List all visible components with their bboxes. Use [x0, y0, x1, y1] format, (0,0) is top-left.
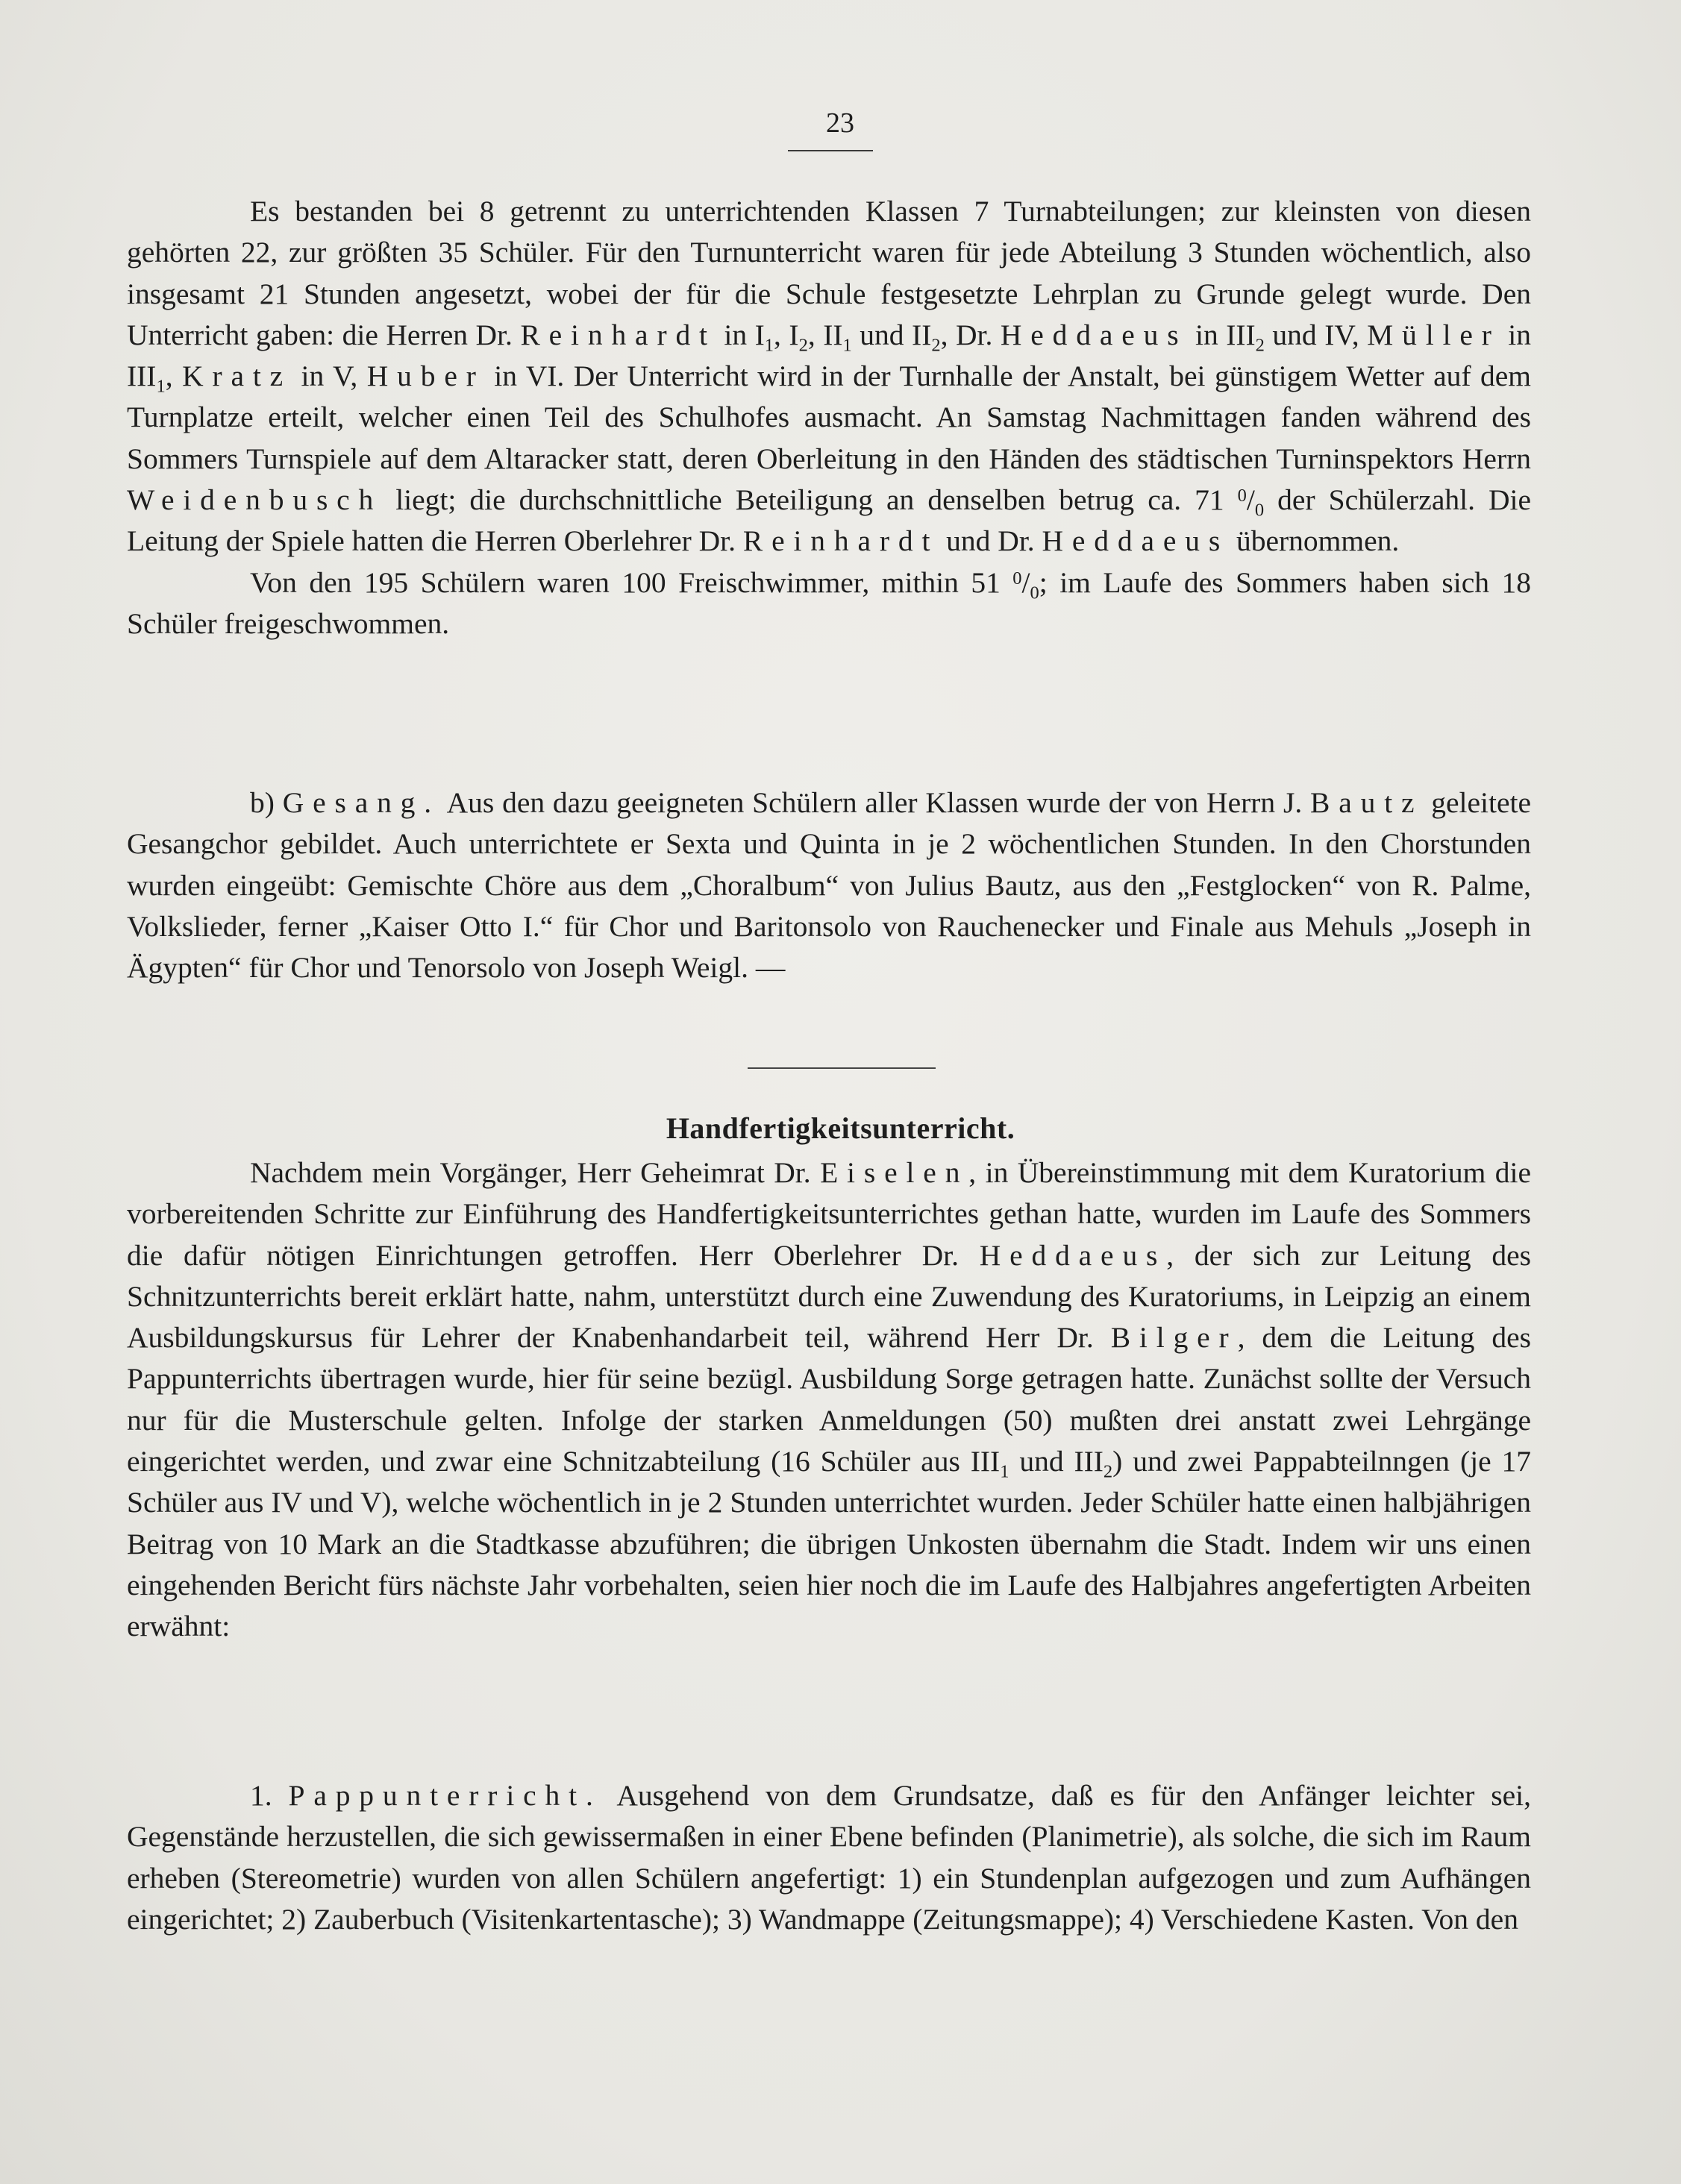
- pappunterricht-section: [127, 1775, 1531, 1940]
- turnen-section: [127, 191, 1531, 644]
- name-reinhardt: Reinhardt: [520, 318, 716, 351]
- name-kratz: Kratz: [182, 360, 292, 393]
- name-bilger: Bilger: [1110, 1321, 1238, 1355]
- pappunterricht-title: Pappunterricht.: [288, 1779, 602, 1812]
- name-eiselen: Eiselen: [820, 1156, 969, 1189]
- name-heddaeus: Heddaeus: [979, 1238, 1167, 1272]
- name-huber: Huber: [366, 360, 485, 393]
- gesang-title: Gesang.: [282, 786, 441, 819]
- name-heddaeus: Heddaeus: [1000, 318, 1188, 351]
- gesang-section: [127, 782, 1531, 988]
- section-heading: Handfertigkeitsunterricht.: [666, 1111, 1015, 1145]
- section-divider: [748, 1067, 936, 1069]
- name-reinhardt: Reinhardt: [742, 524, 939, 558]
- turnen-paragraph: Es bestanden bei 8 getrennt zu unterrichtenden Klassen 7 Turnabteilungen; zur kleinsten von diesen gehörten 22, zur größten 35 Schüler. Für den Turnunterricht waren für jede Abteilung 3 Stunden wöchentlich, also insgesamt 21 Stunden angesetzt, wobei der für die Schule festgesetzte Lehrplan zu Grunde gelegt wurde. Den Unterricht gaben: die Herren Dr. Reinhardt in $I_1$, $I_2$, $II_1$ und $II_2$, Dr. Heddaeus in $III_2$ und IV, Müller in $III_1$, Kratz in V, Huber in VI. Der Unterricht wird in der Turnhalle der Anstalt, bei günstigem Wetter auf dem Turnplatze erteilt, welcher einen Teil des Schulhofes ausmacht. An Samstag Nachmittagen fanden während des Sommers Turnspiele auf dem Altaracker statt, deren Oberleitung in den Händen des städtischen Turninspektors Herrn Weidenbusch liegt; die durchschnittliche Beteiligung an denselben betrug ca. 71 $^0/_0$ der Schülerzahl. Die Leitung der Spiele hatten die Herren Oberlehrer Dr. Reinhardt und Dr. Heddaeus übernommen.: [127, 195, 1532, 558]
- page-number-rule: [788, 150, 873, 151]
- name-heddaeus: Heddaeus: [1042, 524, 1230, 558]
- name-bautz: Bautz: [1310, 786, 1424, 819]
- name-mueller: Müller: [1367, 318, 1500, 351]
- pappunterricht-paragraph: 1. Pappunterricht. Ausgehend von dem Grundsatze, daß es für den Anfänger leichter sei, Gegenstände herzustellen, die sich gewissermaßen in einer Ebene befinden (Planimetrie), als solche, die sich im Raum erheben (Stereometrie) wurden von allen Schülern angefertigt: 1) ein Stundenplan aufgezogen und zum Aufhängen eingerichtet; 2) Zauberbuch (Visitenkartentasche); 3) Wandmappe (Zeitungsmappe); 4) Verschiedene Kasten. Von den: [127, 1779, 1531, 1936]
- gesang-paragraph: b) Gesang. Aus den dazu geeigneten Schülern aller Klassen wurde der von Herrn J. Bautz geleitete Gesangchor gebildet. Auch unterrichtete er Sexta und Quinta in je 2 wöchentlichen Stunden. In den Chorstunden wurden eingeübt: Gemischte Chöre aus dem „Choralbum“ von Julius Bautz, aus den „Festglocken“ von R. Palme, Volkslieder, ferner „Kaiser Otto I.“ für Chor und Baritonsolo von Rauchenecker und Finale aus Mehuls „Joseph in Ägypten“ für Chor und Tenorsolo von Joseph Weigl. —: [127, 786, 1532, 985]
- schwimmen-paragraph: Von den 195 Schülern waren 100 Freischwimmer, mithin 51 $^0/_0$; im Laufe des Sommers haben sich 18 Schüler freigeschwommen.: [127, 565, 1531, 640]
- page-number: 23: [826, 107, 854, 139]
- handfertigkeit-paragraph: Nachdem mein Vorgänger, Herr Geheimrat Dr. Eiselen, in Übereinstimmung mit dem Kuratorium die vorbereitenden Schritte zur Einführung des Handfertigkeitsunterrichtes gethan hatte, wurden im Laufe des Sommers die dafür nötigen Einrichtungen getroffen. Herr Oberlehrer Dr. Heddaeus, der sich zur Leitung des Schnitzunterrichts bereit erklärt hatte, nahm, unterstützt durch eine Zuwendung des Kuratoriums, in Leipzig an einem Ausbildungskursus für Lehrer der Knabenhandarbeit teil, während Herr Dr. Bilger, dem die Leitung des Pappunterrichts übertragen wurde, hier für seine bezügl. Ausbildung Sorge getragen hatte. Zunächst sollte der Versuch nur für die Musterschule gelten. Infolge der starken Anmeldungen (50) mußten drei anstatt zwei Lehrgänge eingerichtet werden, und zwar eine Schnitzabteilung (16 Schüler aus $III_1$ und $III_2$) und zwei Pappabteilnngen (je 17 Schüler aus IV und V), welche wöchentlich in je 2 Stunden unterrichtet wurden. Jeder Schüler hatte einen halbjährigen Beitrag von 10 Mark an die Stadtkasse abzuführen; die übrigen Unkosten übernahm die Stadt. Indem wir uns einen eingehenden Bericht fürs nächste Jahr vorbehalten, seien hier noch die im Laufe des Halbjahres angefertigten Arbeiten erwähnt:: [127, 1156, 1531, 1643]
- handfertigkeit-section: [127, 1152, 1531, 1648]
- name-weidenbusch: Weidenbusch: [127, 483, 383, 517]
